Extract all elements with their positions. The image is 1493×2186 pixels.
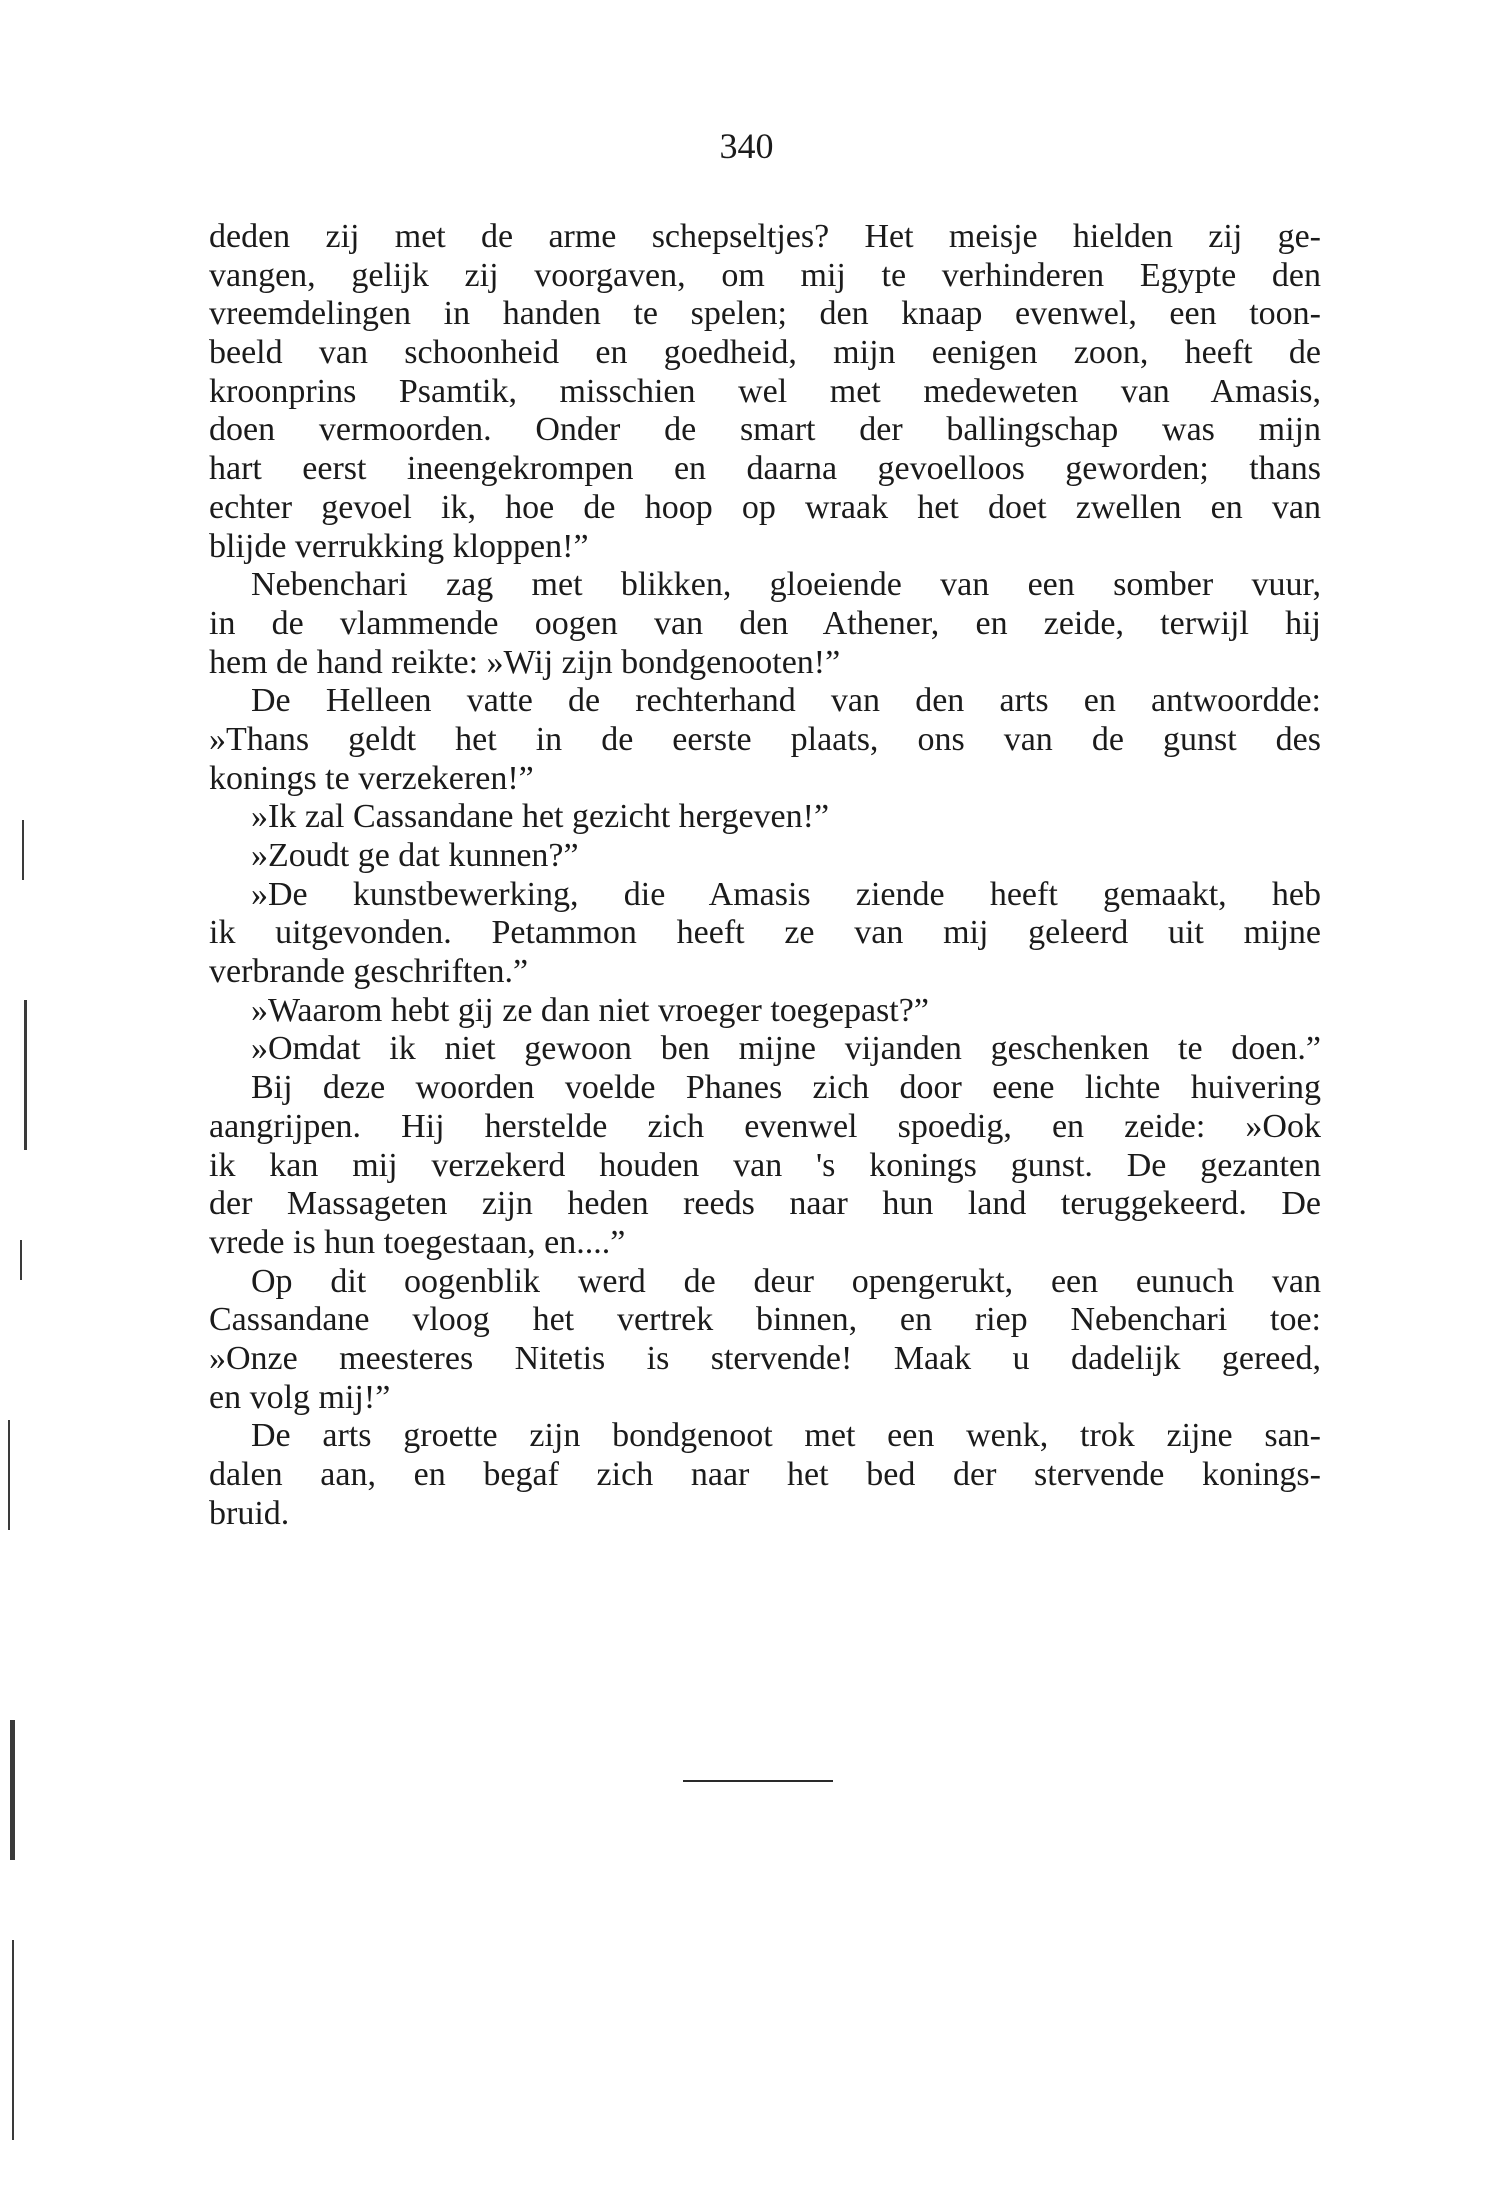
scan-mark [24, 1000, 27, 1150]
text-line: vrede is hun toegestaan, en....” [209, 1223, 626, 1261]
text-line: »Zoudt ge dat kunnen?” [251, 837, 579, 874]
text-line: ik uitgevonden. Petammon heeft ze van mij geleerd uit mijne [209, 914, 1321, 952]
chapter-end-rule [683, 1780, 833, 1782]
text-line: Op dit oogenblik werd de deur opengerukt, een eunuch van [251, 1262, 1321, 1300]
text-line: bruid. [209, 1494, 290, 1532]
scan-mark [12, 1940, 14, 2140]
text-line: hem de hand reikte: »Wij zijn bondgenooten!” [209, 643, 841, 681]
text-line: doen vermoorden. Onder de smart der ballingschap was mijn [209, 411, 1321, 449]
text-line: »De kunstbewerking, die Amasis ziende heeft gemaakt, heb [251, 875, 1321, 913]
text-line: Nebenchari zag met blikken, gloeiende van een somber vuur, [251, 566, 1321, 604]
text-line: Bij deze woorden voelde Phanes zich door eene lichte huivering [251, 1069, 1321, 1107]
page-number: 340 [719, 126, 774, 166]
body-text [209, 218, 1321, 1533]
text-line: De Helleen vatte de rechterhand van den arts en antwoordde: [251, 682, 1321, 720]
text-line: vangen, gelijk zij voorgaven, om mij te verhinderen Egypte den [209, 256, 1321, 294]
text-line: der Massageten zijn heden reeds naar hun land teruggekeerd. De [209, 1185, 1321, 1223]
scan-edge-marks [0, 820, 30, 2186]
text-line: blijde verrukking kloppen!” [209, 527, 589, 565]
text-line: echter gevoel ik, hoe de hoop op wraak het doet zwellen en van [209, 488, 1321, 526]
text-line: kroonprins Psamtik, misschien wel met medeweten van Amasis, [209, 372, 1321, 410]
text-line: »Onze meesteres Nitetis is stervende! Maak u dadelijk gereed, [209, 1339, 1321, 1377]
text-line: Cassandane vloog het vertrek binnen, en riep Nebenchari toe: [209, 1301, 1321, 1339]
text-line: »Waarom hebt gij ze dan niet vroeger toegepast?” [251, 991, 929, 1029]
text-line: ik kan mij verzekerd houden van 's konings gunst. De gezanten [209, 1146, 1321, 1184]
text-line: beeld van schoonheid en goedheid, mijn eenigen zoon, heeft de [209, 334, 1321, 372]
text-line: »Omdat ik niet gewoon ben mijne vijanden geschenken te doen.” [251, 1030, 1321, 1068]
text-line: verbrande geschriften.” [209, 953, 529, 991]
text-line: aangrijpen. Hij herstelde zich evenwel spoedig, en zeide: »Ook [209, 1107, 1321, 1145]
text-line: »Thans geldt het in de eerste plaats, ons van de gunst des [209, 720, 1321, 758]
scan-mark [22, 820, 24, 880]
text-line: konings te verzekeren!” [209, 759, 534, 797]
text-line: vreemdelingen in handen te spelen; den knaap evenwel, een toon- [209, 295, 1321, 333]
text-line: hart eerst ineengekrompen en daarna gevoelloos geworden; thans [209, 450, 1321, 488]
text-line: en volg mij!” [209, 1378, 391, 1416]
text-line: »Ik zal Cassandane het gezicht hergeven!” [251, 798, 830, 836]
scan-mark [20, 1240, 22, 1280]
scan-mark [8, 1420, 10, 1530]
text-line: deden zij met de arme schepseltjes? Het meisje hielden zij ge- [209, 218, 1321, 255]
text-line: in de vlammende oogen van den Athener, en zeide, terwijl hij [209, 604, 1321, 642]
text-line: dalen aan, en begaf zich naar het bed der stervende konings- [209, 1456, 1321, 1493]
scan-mark [10, 1720, 15, 1860]
text-line: De arts groette zijn bondgenoot met een wenk, trok zijne san- [251, 1417, 1321, 1455]
